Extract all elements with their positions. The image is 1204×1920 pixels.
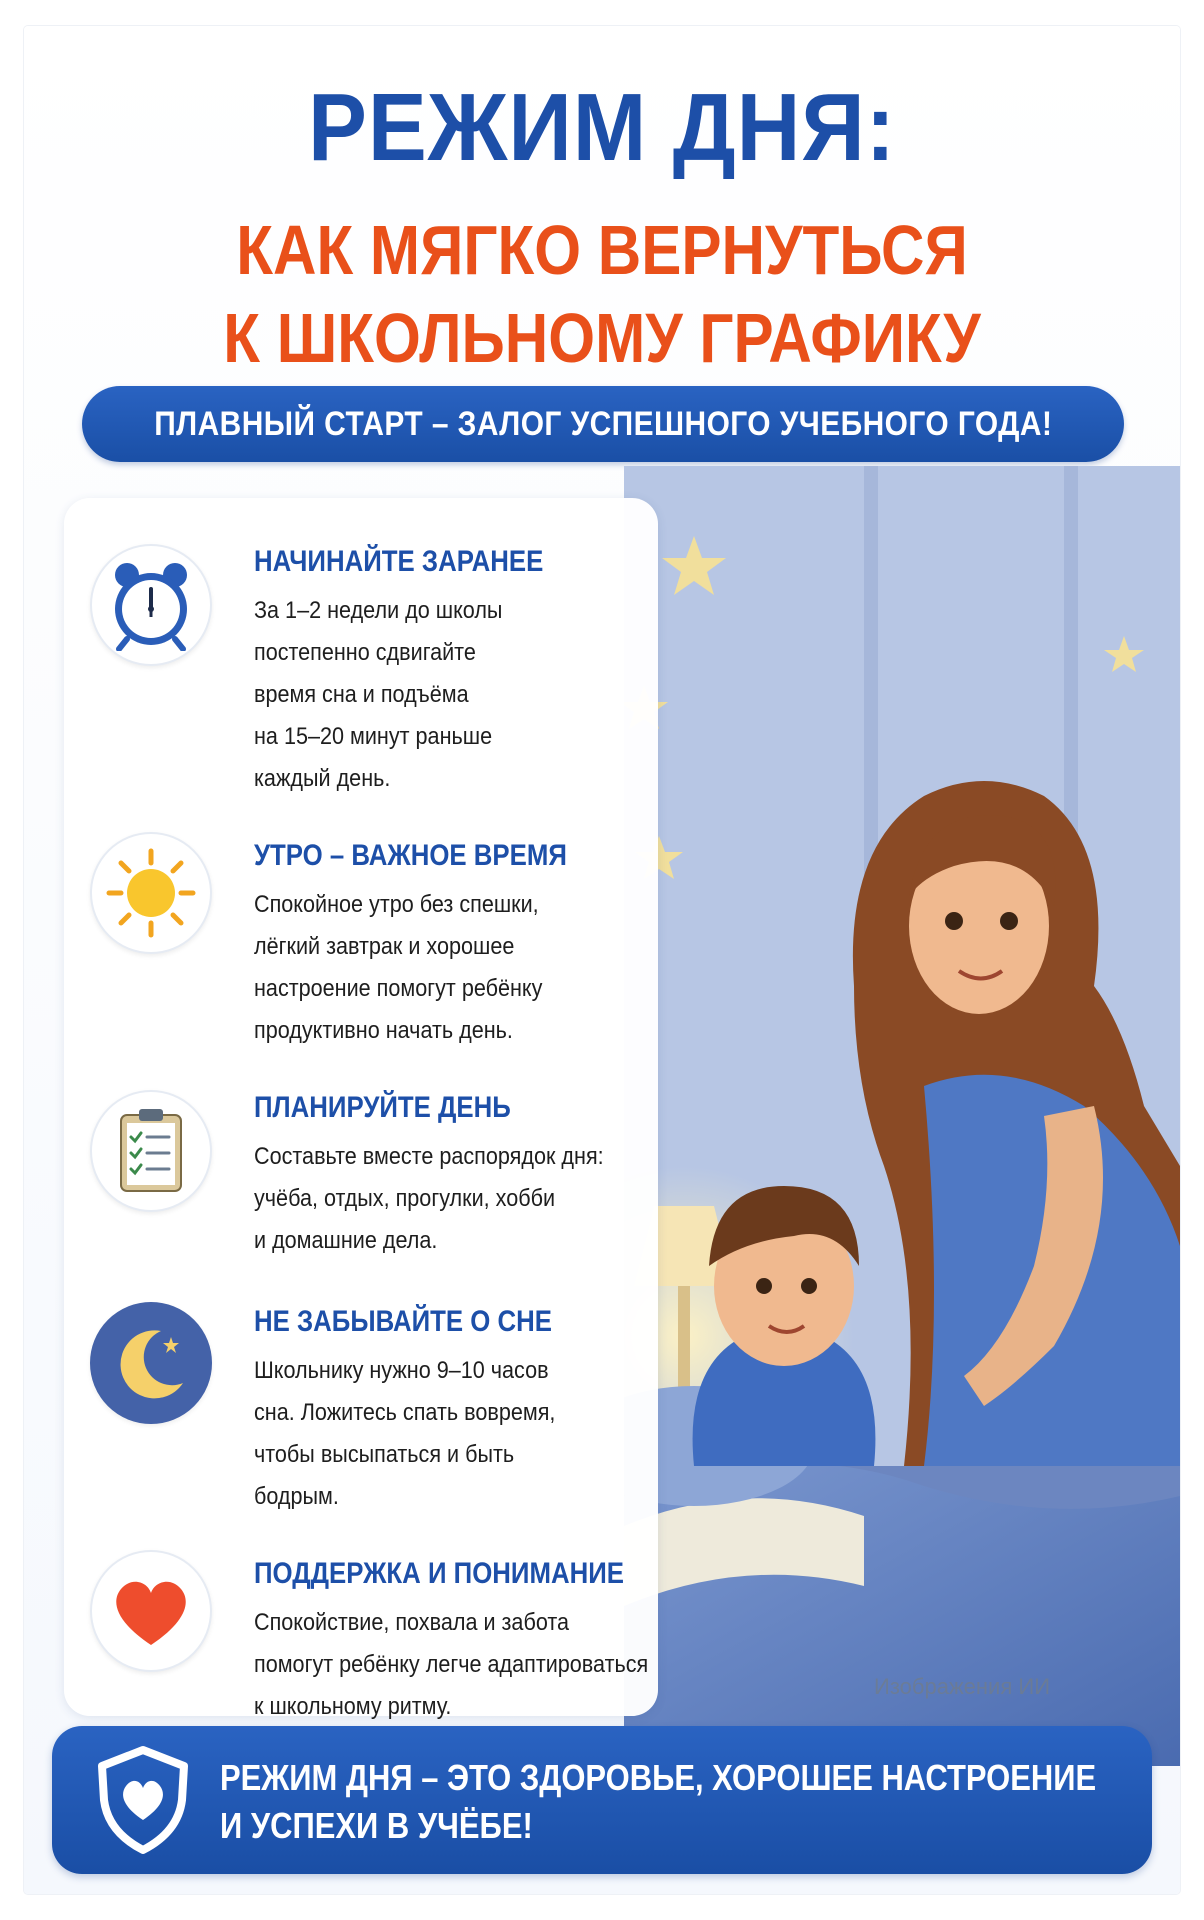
tip-title: ПЛАНИРУЙТЕ ДЕНЬ — [254, 1091, 511, 1124]
tip-text-line: Школьнику нужно 9–10 часов — [254, 1357, 549, 1384]
tip-text-line: на 15–20 минут раньше — [254, 723, 493, 750]
poster — [24, 26, 1180, 1894]
tip-text-line: помогут ребёнку легче адаптироваться — [254, 1651, 649, 1678]
tip-text-line: лёгкий завтрак и хорошее — [254, 933, 515, 960]
tip-text-line: время сна и подъёма — [254, 681, 469, 708]
shield-heart-icon — [88, 1744, 198, 1856]
page-subtitle-line2: К ШКОЛЬНОМУ ГРАФИКУ — [223, 299, 981, 377]
tip-text-line: к школьному ритму. — [254, 1693, 452, 1720]
tip-title: НАЧИНАЙТЕ ЗАРАНЕЕ — [254, 545, 544, 578]
tip-text-line: продуктивно начать день. — [254, 1017, 513, 1044]
tip-text — [254, 1136, 677, 1262]
tip-text-line: Спокойное утро без спешки, — [254, 891, 539, 918]
footer-text — [220, 1754, 1096, 1850]
checklist-icon — [90, 1090, 212, 1212]
tip-text-line: учёба, отдых, прогулки, хобби — [254, 1185, 556, 1212]
tip-text — [254, 884, 677, 1052]
tip-text — [254, 590, 677, 800]
tip-title: ПОДДЕРЖКА И ПОНИМАНИЕ — [254, 1557, 624, 1590]
moon-icon — [90, 1302, 212, 1424]
tip-text-line: чтобы высыпаться и быть — [254, 1441, 515, 1468]
tip-text-line: бодрым. — [254, 1483, 339, 1510]
tip-text-line: Составьте вместе распорядок дня: — [254, 1143, 604, 1170]
slogan-banner-text: ПЛАВНЫЙ СТАРТ – ЗАЛОГ УСПЕШНОГО УЧЕБНОГО ГОДА! — [153, 404, 1053, 443]
page-subtitle-line1: КАК МЯГКО ВЕРНУТЬСЯ — [236, 211, 968, 289]
footer-banner — [52, 1726, 1152, 1874]
page-title: РЕЖИМ ДНЯ: — [307, 74, 897, 181]
alarm-clock-icon — [90, 544, 212, 666]
tip-text-line: постепенно сдвигайте — [254, 639, 476, 666]
slogan-banner — [82, 386, 1124, 462]
tip-title: НЕ ЗАБЫВАЙТЕ О СНЕ — [254, 1305, 552, 1338]
tips-card — [64, 498, 658, 1720]
tip-text-line: Спокойствие, похвала и забота — [254, 1609, 570, 1636]
tip-text — [254, 1350, 677, 1518]
tip-text-line: сна. Ложитесь спать вовремя, — [254, 1399, 556, 1426]
footer-line: РЕЖИМ ДНЯ – ЭТО ЗДОРОВЬЕ, ХОРОШЕЕ НАСТРОЕНИЕ — [220, 1757, 1097, 1798]
sun-icon — [90, 832, 212, 954]
ai-image-watermark: Изображения ИИ — [874, 1674, 1050, 1699]
heart-icon — [90, 1550, 212, 1672]
tip-text-line: каждый день. — [254, 765, 391, 792]
tip-text-line: За 1–2 недели до школы — [254, 597, 503, 624]
footer-line: И УСПЕХИ В УЧЁБЕ! — [220, 1805, 533, 1846]
tip-text-line: настроение помогут ребёнку — [254, 975, 543, 1002]
tip-title: УТРО – ВАЖНОЕ ВРЕМЯ — [254, 839, 567, 872]
tip-text-line: и домашние дела. — [254, 1227, 438, 1254]
tip-text — [254, 1602, 677, 1728]
